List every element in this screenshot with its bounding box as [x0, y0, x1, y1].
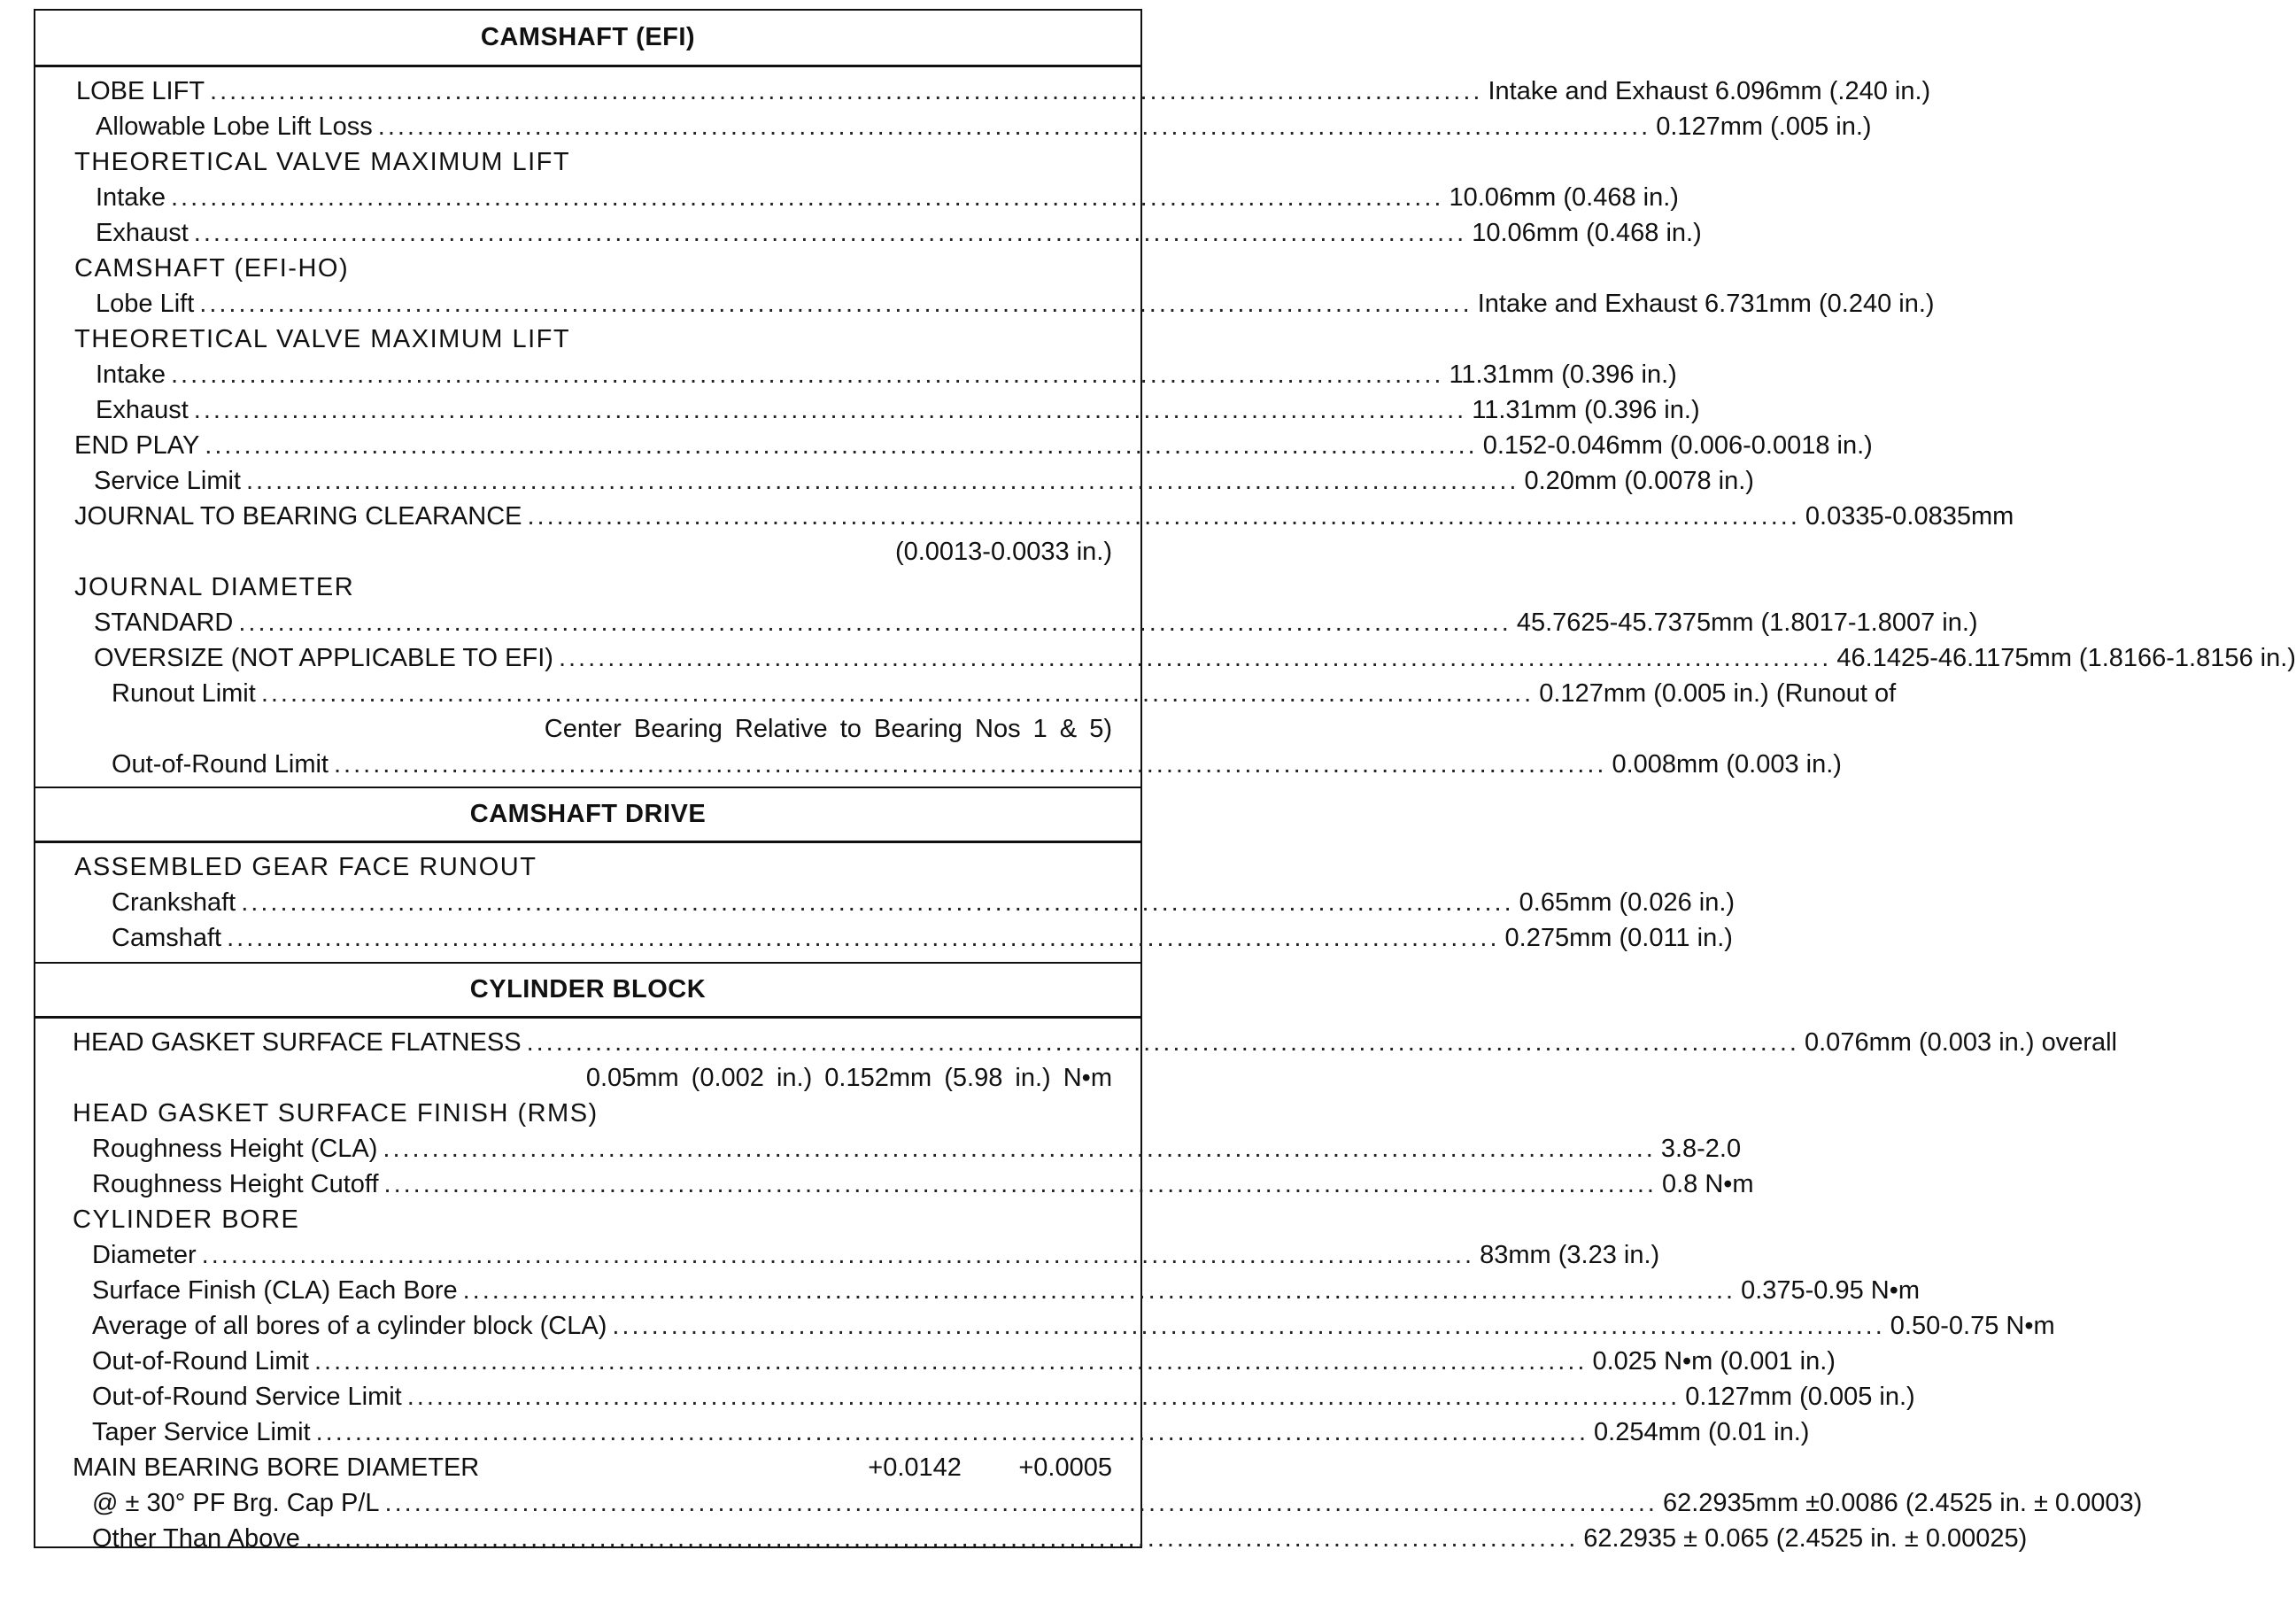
spec-label: STANDARD [94, 608, 234, 637]
spec-row-out-of-round-limit-bore: Out-of-Round Limit .................................................................................................................................. 0.025 N•m (0.001 in.) [92, 1347, 1836, 1376]
spec-value: (0.0013-0.0033 in.) [894, 538, 1112, 566]
spec-heading-cylinder-bore [35, 1199, 1140, 1235]
spec-label: HEAD GASKET SURFACE FLATNESS [73, 1028, 522, 1057]
spec-value: 11.31mm (0.396 in.) [1449, 360, 1677, 389]
spec-value: 0.025 N•m (0.001 in.) [1592, 1347, 1836, 1376]
spec-row-exhaust-ho: Exhaust .................................................................................................................................. 11.31mm (0.396 in.) [96, 396, 1700, 424]
spec-row-end-play: END PLAY .................................................................................................................................. 0.152-0.046mm (0.006-0.0018 in.) [74, 431, 1873, 460]
spec-label: Runout Limit [112, 679, 256, 708]
spec-label: LOBE LIFT [76, 77, 205, 105]
spec-row-camshaft: Camshaft .................................................................................................................................. 0.275mm (0.011 in.) [112, 924, 1733, 952]
spec-row-runout-limit: Runout Limit .................................................................................................................................. 0.127mm (0.005 in.) (Runout of [112, 679, 1897, 708]
spec-label: Out-of-Round Limit [92, 1347, 309, 1376]
spec-heading-head-gasket-finish [35, 1093, 1140, 1128]
spec-row-average-bores: Average of all bores of a cylinder block (CLA) .................................................................................................................................. 0.50-0.75 N•m [92, 1312, 2055, 1340]
spec-value: 0.05mm (0.002 in.) 0.152mm (5.98 in.) N•m [585, 1064, 1112, 1092]
spec-heading-gear-face-runout [35, 847, 1140, 882]
spec-value: 0.8 N•m [1661, 1170, 1754, 1198]
spec-value: Intake and Exhaust 6.731mm (0.240 in.) [1477, 290, 1935, 318]
spec-label: @ ± 30° PF Brg. Cap P/L [92, 1489, 380, 1517]
spec-heading-journal-diameter [35, 567, 1140, 602]
spec-value: 0.375-0.95 N•m [1741, 1276, 1921, 1305]
spec-row-lobe-lift: LOBE LIFT .................................................................................................................................. Intake and Exhaust 6.096mm (.240 in.) [76, 77, 1931, 105]
spec-table [34, 9, 2296, 1553]
spec-label: Allowable Lobe Lift Loss [96, 112, 373, 141]
spec-row-standard: STANDARD .................................................................................................................................. 45.7625-45.7375mm (1.8017-1.8007 in.) [94, 608, 1978, 637]
spec-label: HEAD GASKET SURFACE FINISH (RMS) [73, 1099, 599, 1128]
spec-value: 10.06mm (0.468 in.) [1449, 183, 1679, 212]
spec-label: OVERSIZE (NOT APPLICABLE TO EFI) [94, 644, 553, 672]
spec-label: Intake [96, 183, 166, 212]
spec-row-out-of-round-service-limit: Out-of-Round Service Limit .................................................................................................................................. 0.127mm (0.005 in.) [92, 1383, 1915, 1411]
spec-value: 62.2935mm ±0.0086 (2.4525 in. ± 0.0003) [1662, 1489, 2143, 1517]
spec-row-other-than-above: Other Than Above .................................................................................................................................. 62.2935 ± 0.065 (2.4525 in. ± 0.00025) [92, 1524, 2028, 1553]
spec-value: 0.20mm (0.0078 in.) [1524, 467, 1754, 495]
spec-value: 0.127mm (0.005 in.) [1685, 1383, 1915, 1411]
spec-row-surface-finish: Surface Finish (CLA) Each Bore .................................................................................................................................. 0.375-0.95 N•m [92, 1276, 1921, 1305]
spec-label: Roughness Height (CLA) [92, 1135, 378, 1163]
spec-row-continuation [35, 531, 1140, 567]
spec-value: 11.31mm (0.396 in.) [1472, 396, 1700, 424]
spec-label: Other Than Above [92, 1524, 300, 1553]
spec-row-oversize: OVERSIZE (NOT APPLICABLE TO EFI) .................................................................................................................................. 46.1425-46.1175mm (1.8166-1.8156 in.) [94, 644, 2296, 672]
spec-heading-theoretical-valve-lift-ho [35, 319, 1140, 354]
section-title-cylinder-block: CYLINDER BLOCK [35, 962, 1140, 1019]
spec-value: 0.008mm (0.003 in.) [1612, 750, 1842, 779]
spec-row-continuation [35, 709, 1140, 744]
spec-value: 46.1425-46.1175mm (1.8166-1.8156 in.) [1836, 644, 2296, 672]
spec-row-diameter: Diameter .................................................................................................................................. 83mm (3.23 in.) [92, 1241, 1660, 1269]
spec-value: 0.127mm (.005 in.) [1656, 112, 1872, 141]
spec-label: CAMSHAFT (EFI-HO) [74, 254, 350, 283]
spec-value: Intake and Exhaust 6.096mm (.240 in.) [1488, 77, 1931, 105]
spec-row-roughness-cutoff: Roughness Height Cutoff .................................................................................................................................. 0.8 N•m [92, 1170, 1754, 1198]
spec-label: CYLINDER BORE [73, 1205, 300, 1234]
spec-label: MAIN BEARING BORE DIAMETER [73, 1453, 480, 1482]
spec-label: Taper Service Limit [92, 1418, 311, 1446]
spec-label: THEORETICAL VALVE MAXIMUM LIFT [74, 325, 571, 353]
spec-label: END PLAY [74, 431, 200, 460]
spec-label: Intake [96, 360, 166, 389]
spec-row-allowable-lobe-lift-loss: Allowable Lobe Lift Loss .................................................................................................................................. 0.127mm (.005 in.) [96, 112, 1872, 141]
section-title-camshaft-efi: CAMSHAFT (EFI) [35, 11, 1140, 67]
spec-row-intake-ho: Intake .................................................................................................................................. 11.31mm (0.396 in.) [96, 360, 1677, 389]
spec-row-lobe-lift-ho: Lobe Lift .................................................................................................................................. Intake and Exhaust 6.731mm (0.240 in.) [96, 290, 1935, 318]
spec-label: Average of all bores of a cylinder block (CLA) [92, 1312, 607, 1340]
spec-label: Service Limit [94, 467, 241, 495]
spec-value: 10.06mm (0.468 in.) [1472, 219, 1702, 247]
spec-row-exhaust: Exhaust .................................................................................................................................. 10.06mm (0.468 in.) [96, 219, 1702, 247]
spec-heading-camshaft-efi-ho [35, 248, 1140, 283]
spec-label: ASSEMBLED GEAR FACE RUNOUT [74, 853, 537, 881]
spec-value: 45.7625-45.7375mm (1.8017-1.8007 in.) [1516, 608, 1978, 637]
spec-row-roughness-height: Roughness Height (CLA) .................................................................................................................................. 3.8-2.0 [92, 1135, 1742, 1163]
spec-value: 83mm (3.23 in.) [1480, 1241, 1660, 1269]
spec-value: Center Bearing Relative to Bearing Nos 1 & 5) [544, 715, 1112, 743]
spec-row-continuation [35, 1058, 1140, 1093]
spec-row-service-limit: Service Limit .................................................................................................................................. 0.20mm (0.0078 in.) [94, 467, 1754, 495]
spec-value: 0.254mm (0.01 in.) [1594, 1418, 1810, 1446]
spec-row-crankshaft: Crankshaft .................................................................................................................................. 0.65mm (0.026 in.) [112, 888, 1736, 917]
spec-value: 0.152-0.046mm (0.006-0.0018 in.) [1482, 431, 1873, 460]
spec-label: Exhaust [96, 396, 189, 424]
spec-value: 0.0335-0.0835mm [1805, 502, 2014, 531]
spec-label: Out-of-Round Service Limit [92, 1383, 402, 1411]
spec-row-main-bearing-bore [35, 1447, 1140, 1483]
spec-label: Exhaust [96, 219, 189, 247]
spec-value: 62.2935 ± 0.065 (2.4525 in. ± 0.00025) [1583, 1524, 2028, 1553]
spec-label: Out-of-Round Limit [112, 750, 329, 779]
spec-label: Roughness Height Cutoff [92, 1170, 379, 1198]
spec-value: 0.65mm (0.026 in.) [1519, 888, 1736, 917]
spec-row-pf-brg-cap: @ ± 30° PF Brg. Cap P/L .................................................................................................................................. 62.2935mm ±0.0086 (2.4525 in. ± 0.0003) [92, 1489, 2143, 1517]
section-title-camshaft-drive: CAMSHAFT DRIVE [35, 787, 1140, 843]
spec-label: JOURNAL TO BEARING CLEARANCE [74, 502, 522, 531]
spec-row-out-of-round-limit: Out-of-Round Limit .................................................................................................................................. 0.008mm (0.003 in.) [112, 750, 1842, 779]
spec-row-journal-bearing-clearance: JOURNAL TO BEARING CLEARANCE .................................................................................................................................. 0.0335-0.0835mm [74, 502, 2014, 531]
spec-value: +0.0142 +0.0005 [868, 1453, 1112, 1482]
spec-row-head-gasket-flatness: HEAD GASKET SURFACE FLATNESS .................................................................................................................................. 0.076mm (0.003 in.) overall [73, 1028, 2117, 1057]
spec-label: Diameter [92, 1241, 197, 1269]
spec-heading-theoretical-valve-lift [35, 142, 1140, 177]
spec-label: Crankshaft [112, 888, 236, 917]
spec-value: 0.127mm (0.005 in.) (Runout of [1539, 679, 1897, 708]
spec-label: Lobe Lift [96, 290, 195, 318]
spec-label: Surface Finish (CLA) Each Bore [92, 1276, 458, 1305]
spec-value: 3.8-2.0 [1660, 1135, 1742, 1163]
spec-label: JOURNAL DIAMETER [74, 573, 355, 601]
spec-label: THEORETICAL VALVE MAXIMUM LIFT [74, 148, 571, 176]
spec-row-intake: Intake .................................................................................................................................. 10.06mm (0.468 in.) [96, 183, 1679, 212]
spec-value: 0.50-0.75 N•m [1890, 1312, 2055, 1340]
spec-label: Camshaft [112, 924, 222, 952]
spec-value: 0.076mm (0.003 in.) overall [1805, 1028, 2117, 1057]
spec-value: 0.275mm (0.011 in.) [1504, 924, 1733, 952]
spec-row-taper-service-limit: Taper Service Limit .................................................................................................................................. 0.254mm (0.01 in.) [92, 1418, 1810, 1446]
